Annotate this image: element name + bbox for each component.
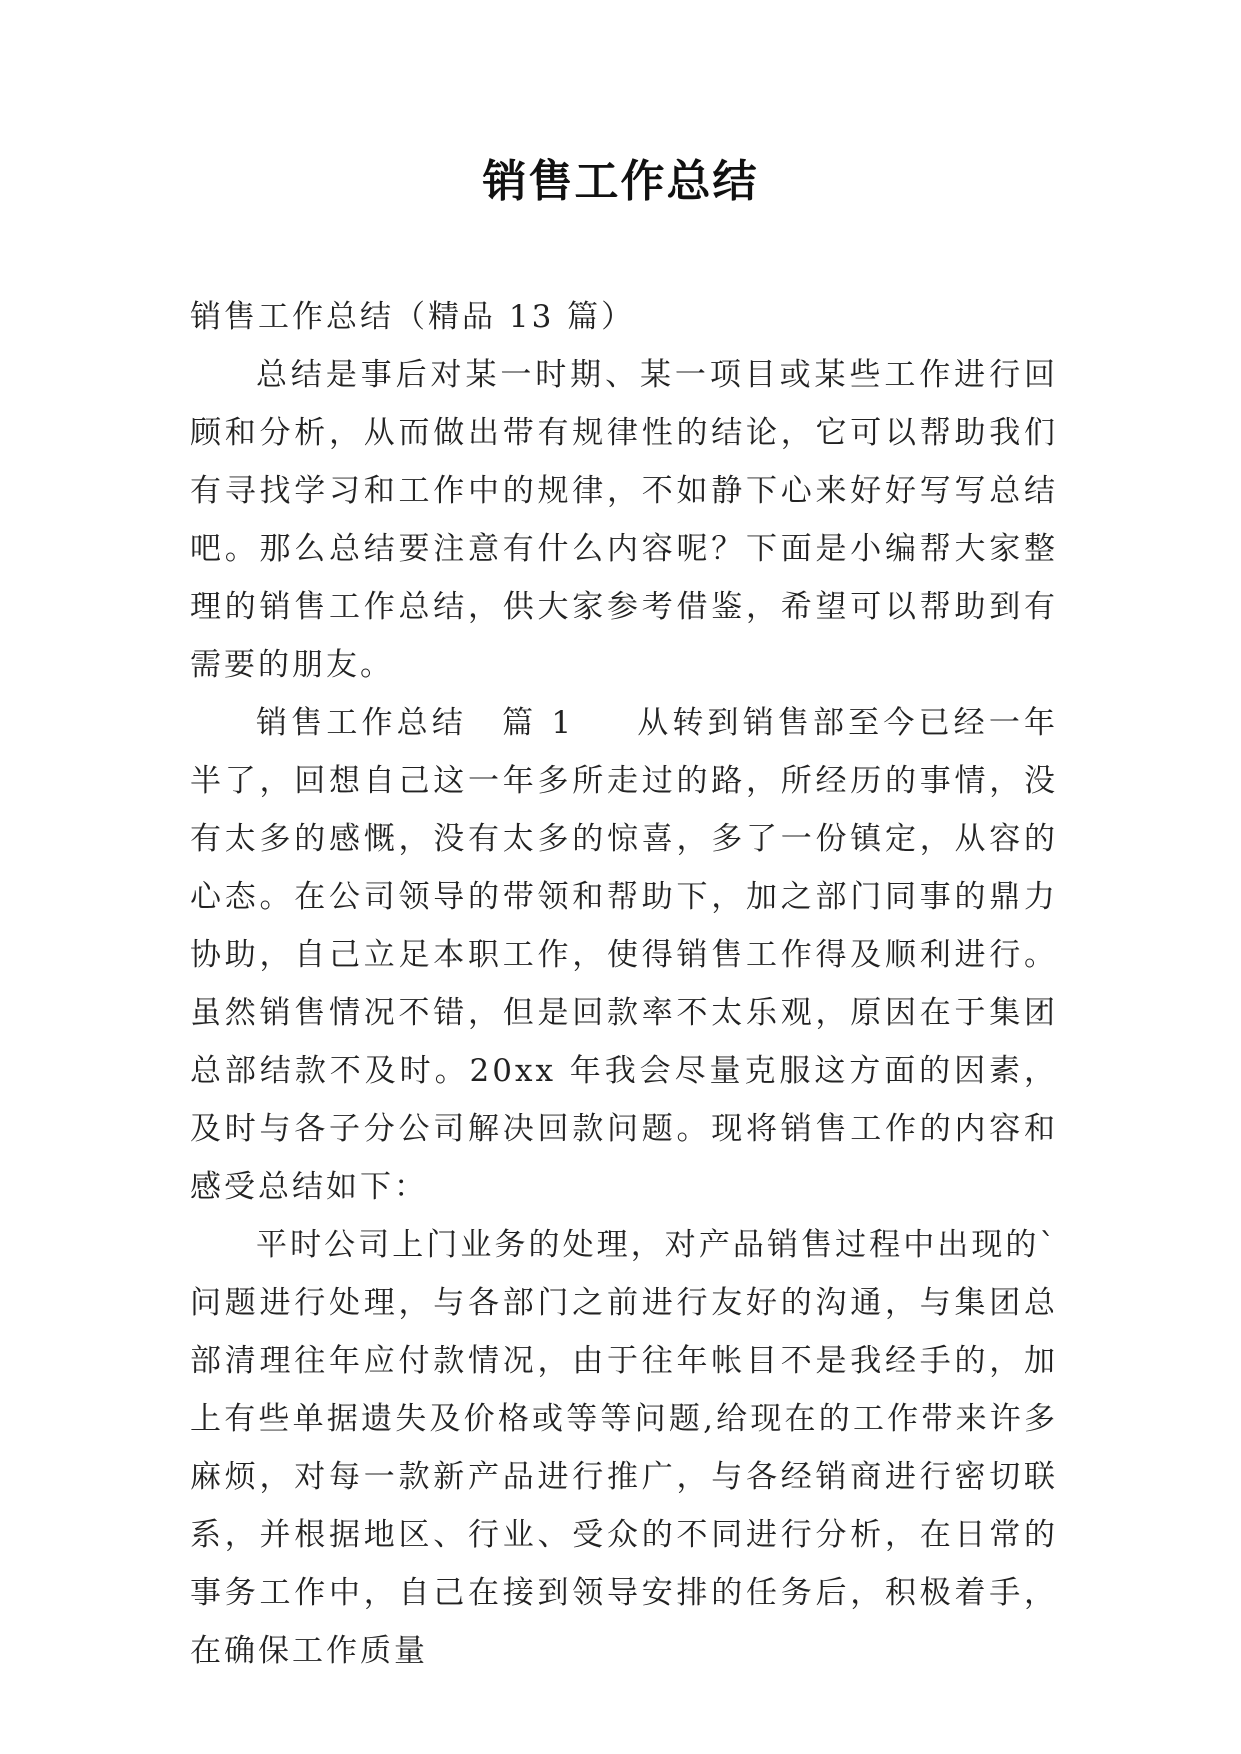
section-body: 从转到销售部至今已经一年半了，回想自己这一年多所走过的路，所经历的事情，没有太多的感慨，没有太多的惊喜，多了一份镇定，从容的心态。在公司领导的带领和帮助下，加之部门同事的鼎力协助，自己立足本职工作，使得销售工作得及顺利进行。虽然销售情况不错，但是回款率不太乐观，原因在于集团总部结款不及时。20xx 年我会尽量克服这方面的因素，及时与各子分公司解决回款问题。现将销售工作的内容和感受总结如下： [190, 705, 1059, 1205]
document-title: 销售工作总结 [482, 156, 759, 207]
document-body [190, 288, 1058, 1680]
intro-paragraph: 总结是事后对某一时期、某一项目或某些工作进行回顾和分析，从而做出带有规律性的结论，它可以帮助我们有寻找学习和工作中的规律，不如静下心来好好写写总结吧。那么总结要注意有什么内容呢？下面是小编帮大家整理的销售工作总结，供大家参考借鉴，希望可以帮助到有需要的朋友。 [190, 357, 1058, 683]
section-1-paragraph [190, 694, 1058, 1216]
section-heading: 销售工作总结 篇 1 [256, 705, 575, 741]
document-subtitle: 销售工作总结（精品 13 篇） [190, 299, 636, 335]
paragraph-2: 平时公司上门业务的处理，对产品销售过程中出现的`问题进行处理，与各部门之前进行友好的沟通，与集团总部清理往年应付款情况，由于往年帐目不是我经手的，加上有些单据遗失及价格或等等问题,给现在的工作带来许多麻烦，对每一款新产品进行推广，与各经销商进行密切联系，并根据地区、行业、受众的不同进行分析，在日常的事务工作中，自己在接到领导安排的任务后，积极着手，在确保工作质量 [190, 1227, 1058, 1669]
